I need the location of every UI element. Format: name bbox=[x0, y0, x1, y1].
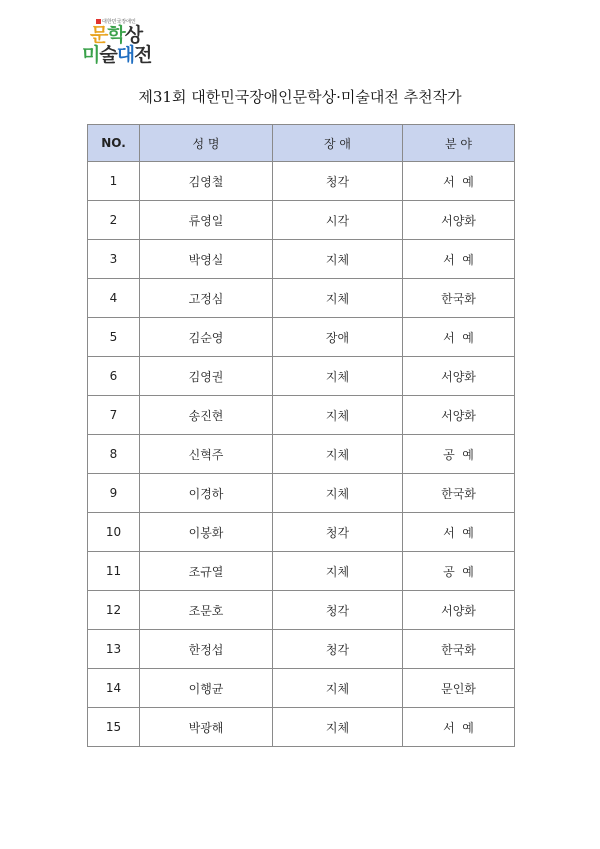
cell-name: 김순영 bbox=[140, 318, 273, 357]
cell-name: 이경하 bbox=[140, 474, 273, 513]
logo-char: 전 bbox=[134, 44, 152, 66]
cell-field: 서 예 bbox=[403, 318, 515, 357]
cell-field: 서양화 bbox=[403, 396, 515, 435]
cell-no: 15 bbox=[88, 708, 140, 747]
cell-name: 신혁주 bbox=[140, 435, 273, 474]
cell-name: 류영일 bbox=[140, 201, 273, 240]
cell-name: 이행균 bbox=[140, 669, 273, 708]
logo-char: 미 bbox=[82, 44, 100, 66]
cell-name: 조문호 bbox=[140, 591, 273, 630]
logo-char: 술 bbox=[99, 44, 117, 66]
cell-field: 한국화 bbox=[403, 630, 515, 669]
logo-char: 대 bbox=[116, 44, 135, 66]
table-row bbox=[88, 474, 515, 513]
cell-no: 7 bbox=[88, 396, 140, 435]
logo-line-2 bbox=[82, 44, 151, 66]
cell-name: 이봉화 bbox=[140, 513, 273, 552]
logo-char: 상 bbox=[124, 24, 143, 46]
table-row bbox=[88, 162, 515, 201]
table-row bbox=[88, 591, 515, 630]
cell-disability: 지체 bbox=[273, 474, 403, 513]
cell-name: 김영철 bbox=[140, 162, 273, 201]
cell-field: 문인화 bbox=[403, 669, 515, 708]
cell-disability: 지체 bbox=[273, 240, 403, 279]
cell-disability: 청각 bbox=[273, 630, 403, 669]
cell-no: 12 bbox=[88, 591, 140, 630]
table-row bbox=[88, 240, 515, 279]
table-row bbox=[88, 630, 515, 669]
cell-no: 13 bbox=[88, 630, 140, 669]
cell-name: 조규열 bbox=[140, 552, 273, 591]
cell-disability: 지체 bbox=[273, 279, 403, 318]
table-row bbox=[88, 552, 515, 591]
table-row bbox=[88, 357, 515, 396]
table-row bbox=[88, 318, 515, 357]
cell-no: 8 bbox=[88, 435, 140, 474]
table-row bbox=[88, 201, 515, 240]
cell-field: 서양화 bbox=[403, 357, 515, 396]
cell-field: 한국화 bbox=[403, 279, 515, 318]
cell-no: 4 bbox=[88, 279, 140, 318]
recommended-artists-table bbox=[87, 124, 515, 747]
cell-field: 서 예 bbox=[403, 708, 515, 747]
cell-disability: 시각 bbox=[273, 201, 403, 240]
cell-disability: 장애 bbox=[273, 318, 403, 357]
cell-disability: 지체 bbox=[273, 708, 403, 747]
cell-disability: 지체 bbox=[273, 552, 403, 591]
cell-no: 2 bbox=[88, 201, 140, 240]
cell-no: 3 bbox=[88, 240, 140, 279]
table-row bbox=[88, 708, 515, 747]
cell-no: 10 bbox=[88, 513, 140, 552]
cell-no: 9 bbox=[88, 474, 140, 513]
event-logo bbox=[82, 18, 196, 78]
cell-disability: 지체 bbox=[273, 357, 403, 396]
cell-no: 1 bbox=[88, 162, 140, 201]
table-header-row bbox=[88, 125, 515, 162]
cell-name: 박광해 bbox=[140, 708, 273, 747]
cell-no: 11 bbox=[88, 552, 140, 591]
cell-name: 한정섭 bbox=[140, 630, 273, 669]
cell-name: 김영권 bbox=[140, 357, 273, 396]
cell-disability: 지체 bbox=[273, 396, 403, 435]
table-row bbox=[88, 669, 515, 708]
logo-line-1 bbox=[90, 24, 142, 46]
cell-disability: 청각 bbox=[273, 591, 403, 630]
cell-disability: 청각 bbox=[273, 162, 403, 201]
table-row bbox=[88, 513, 515, 552]
cell-field: 서 예 bbox=[403, 162, 515, 201]
table-row bbox=[88, 435, 515, 474]
cell-disability: 지체 bbox=[273, 435, 403, 474]
cell-name: 박영실 bbox=[140, 240, 273, 279]
cell-no: 6 bbox=[88, 357, 140, 396]
cell-field: 공 예 bbox=[403, 435, 515, 474]
logo-char: 학 bbox=[107, 24, 125, 46]
cell-field: 서 예 bbox=[403, 513, 515, 552]
header-field: 분 야 bbox=[403, 125, 515, 162]
header-name: 성 명 bbox=[140, 125, 273, 162]
cell-no: 5 bbox=[88, 318, 140, 357]
header-no: NO. bbox=[88, 125, 140, 162]
table-row bbox=[88, 396, 515, 435]
logo-char: 문 bbox=[90, 24, 108, 46]
cell-no: 14 bbox=[88, 669, 140, 708]
table-row bbox=[88, 279, 515, 318]
cell-field: 한국화 bbox=[403, 474, 515, 513]
cell-name: 고정심 bbox=[140, 279, 273, 318]
cell-disability: 지체 bbox=[273, 669, 403, 708]
cell-field: 서양화 bbox=[403, 591, 515, 630]
header-disability: 장 애 bbox=[273, 125, 403, 162]
cell-field: 공 예 bbox=[403, 552, 515, 591]
logo-small-text: 대한민국장애인 bbox=[102, 19, 136, 25]
cell-field: 서양화 bbox=[403, 201, 515, 240]
cell-disability: 청각 bbox=[273, 513, 403, 552]
page-title: 제31회 대한민국장애인문학상·미술대전 추천작가 bbox=[138, 88, 462, 106]
cell-name: 송진현 bbox=[140, 396, 273, 435]
cell-field: 서 예 bbox=[403, 240, 515, 279]
